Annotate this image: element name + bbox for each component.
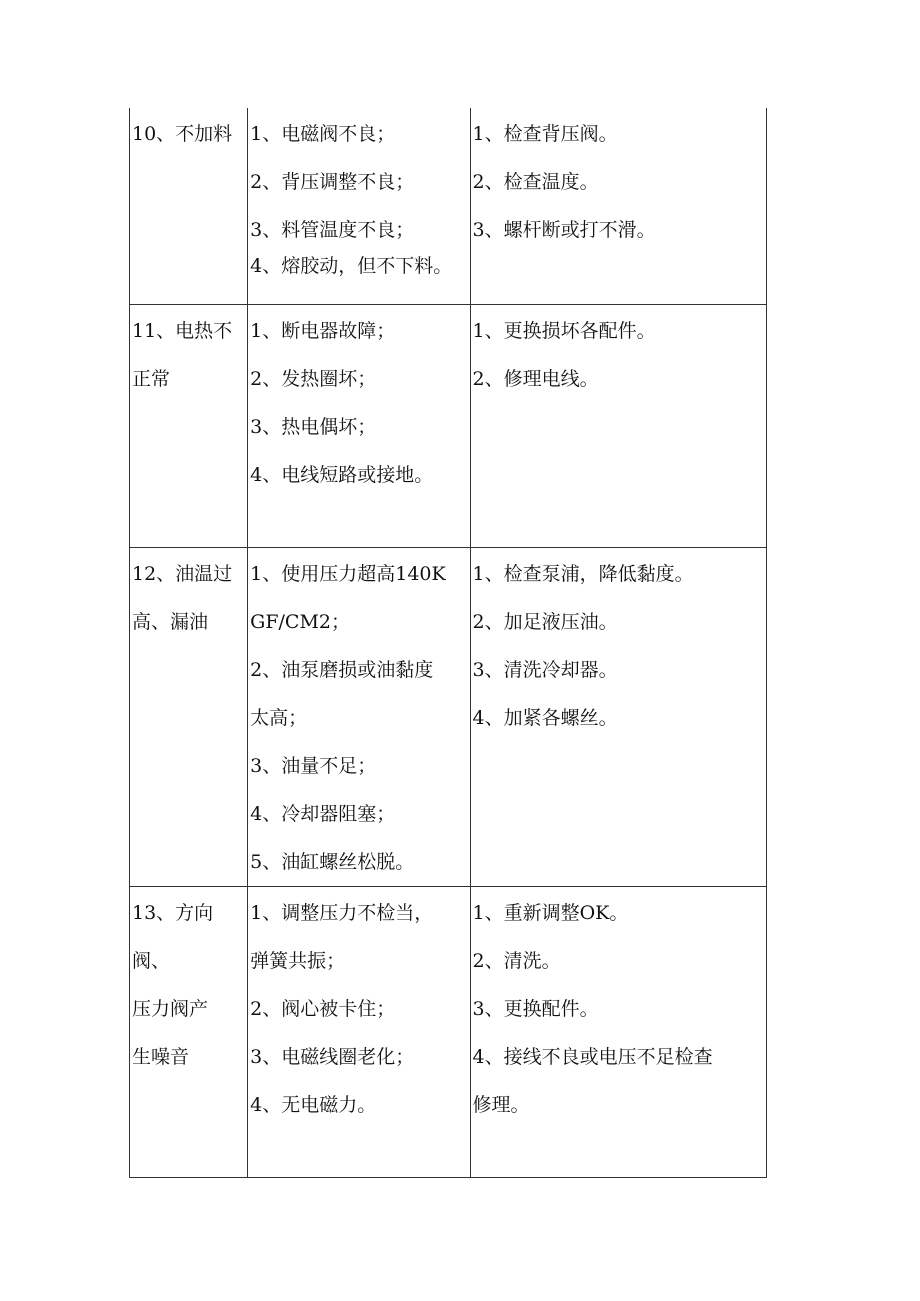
fault-text: 压力阀产	[132, 998, 209, 1020]
solution-item: 2、检查温度。	[472, 171, 599, 193]
fault-text: 12、油温过	[132, 563, 233, 585]
table-row	[130, 305, 767, 548]
solution-item: 2、加足液压油。	[472, 611, 618, 633]
cause-item: 太高；	[250, 707, 308, 729]
fault-cell	[130, 548, 248, 887]
cause-item: 2、背压调整不良；	[250, 171, 415, 193]
solution-item: 1、检查泵浦，降低黏度。	[472, 563, 694, 585]
solution-item: 2、清洗。	[472, 950, 561, 972]
cause-item: 1、电磁阀不良；	[250, 123, 396, 145]
table-row	[130, 887, 767, 1178]
fault-text: 11、电热不	[132, 320, 233, 342]
solution-item: 1、更换损坏各配件。	[472, 320, 656, 342]
cause-item: 4、无电磁力。	[250, 1094, 377, 1116]
solution-cell	[470, 887, 766, 1178]
solution-item: 4、接线不良或电压不足检查	[472, 1046, 713, 1068]
solution-item: 修理。	[472, 1094, 530, 1116]
solution-cell	[470, 305, 766, 548]
fault-text: 生噪音	[132, 1046, 190, 1068]
cause-item: 1、断电器故障；	[250, 320, 396, 342]
cause-item: GF/CM2；	[250, 611, 351, 633]
cause-cell	[248, 305, 470, 548]
cause-item: 5、油缸螺丝松脱。	[250, 851, 415, 873]
fault-cell	[130, 108, 248, 305]
troubleshooting-table	[129, 108, 767, 1178]
cause-item: 2、油泵磨损或油黏度	[250, 659, 434, 681]
fault-text: 10、不加料	[132, 123, 233, 145]
solution-item: 3、螺杆断或打不滑。	[472, 219, 656, 241]
fault-text: 阀、	[132, 950, 171, 972]
cause-item: 2、发热圈坏；	[250, 368, 377, 390]
cause-item: 4、电线短路或接地。	[250, 464, 434, 486]
solution-item: 3、更换配件。	[472, 998, 599, 1020]
cause-cell	[248, 548, 470, 887]
cause-item: 3、油量不足；	[250, 755, 377, 777]
cause-item: 4、冷却器阻塞；	[250, 803, 396, 825]
solution-item: 2、修理电线。	[472, 368, 599, 390]
solution-item: 3、清洗冷却器。	[472, 659, 618, 681]
cause-item: 1、使用压力超高140K	[250, 563, 446, 585]
table-row	[130, 108, 767, 305]
fault-text: 高、漏油	[132, 611, 209, 633]
solution-item: 1、重新调整OK。	[472, 902, 629, 924]
cause-item: 弹簧共振；	[250, 950, 346, 972]
fault-text: 13、方向	[132, 902, 214, 924]
cause-item: 2、阀心被卡住；	[250, 998, 396, 1020]
solution-cell	[470, 108, 766, 305]
cause-item: 3、电磁线圈老化；	[250, 1046, 415, 1068]
solution-cell	[470, 548, 766, 887]
cause-item: 3、料管温度不良；	[250, 219, 415, 241]
fault-text: 正常	[132, 368, 171, 390]
fault-cell	[130, 887, 248, 1178]
cause-item: 3、热电偶坏；	[250, 416, 377, 438]
cause-cell	[248, 108, 470, 305]
solution-item: 1、检查背压阀。	[472, 123, 618, 145]
cause-item: 1、调整压力不检当，	[250, 902, 434, 924]
fault-cell	[130, 305, 248, 548]
solution-item: 4、加紧各螺丝。	[472, 707, 618, 729]
cause-item: 4、熔胶动，但不下料。	[250, 255, 453, 277]
table-row	[130, 548, 767, 887]
cause-cell	[248, 887, 470, 1178]
